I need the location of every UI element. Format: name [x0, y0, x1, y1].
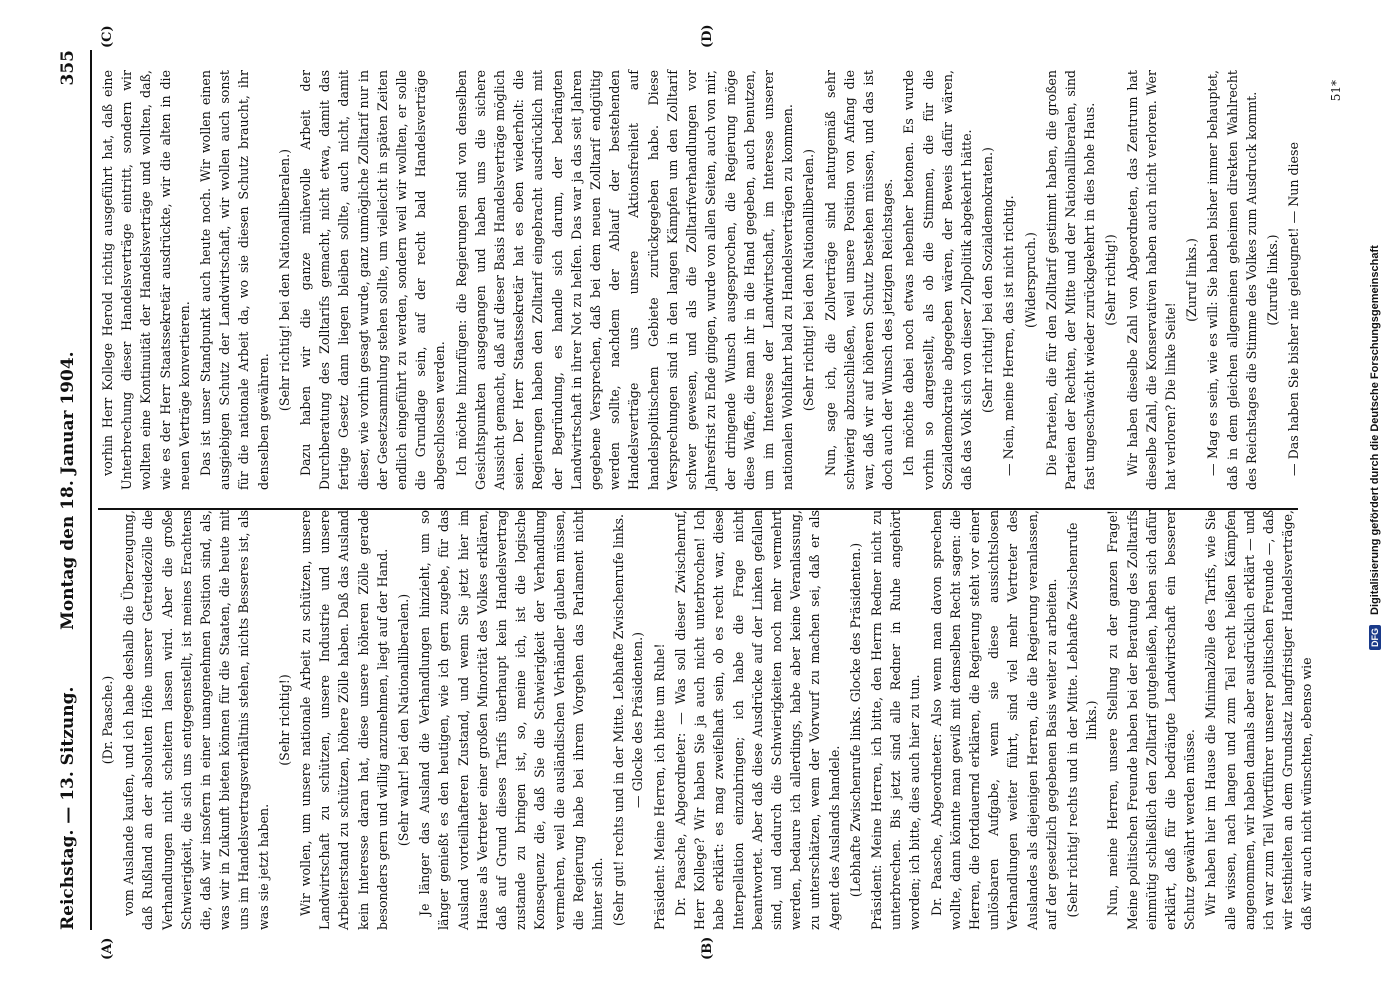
margin-marker-a: (A) [100, 937, 115, 960]
paragraph: (Sehr richtig! bei den Sozialdemokraten.) [980, 147, 996, 413]
paragraph: vorhin Herr Kollege Herold richtig ausgeführt hat, daß eine Unterbrechung dieser Handelsverträge eintritt, sondern wir wollten eine Kontinuität der Handelsverträge und wollten, daß, wie es der Herr Staatssekretär ausdrückte, wir die alten in die neuen Verträge konvertieren. [100, 70, 192, 490]
sidebar-credit [1355, 0, 1383, 1000]
paragraph: (Widerspruch.) [1022, 232, 1038, 328]
paragraph: (Sehr gut! rechts und in der Mitte. Lebhafte Zwischenrufe links. — Glocke des Präsidenten.) [611, 514, 646, 926]
paragraph: — Mag es sein, wie es will: Sie haben bisher immer behauptet, daß in dem gleichen allgemeinen geheimen direkten Wahlrecht des Reichstages die Stimme des Volkes zum Ausdruck kommt. [1205, 70, 1259, 490]
margin-marker-d: (D) [700, 24, 715, 48]
page-header [50, 50, 92, 930]
dfg-badge: DFG [1369, 625, 1381, 650]
paragraph: (Lebhafte Zwischenrufe links. Glocke des Präsidenten.) [847, 542, 863, 898]
paragraph: Wir haben hier im Hause die Minimalzölle des Tarifs, wie Sie alle wissen, nach langen und zum Teil recht heißen Kämpfen angenommen, wir haben damals aber ausdrücklich erklärt — und ich war zum Teil Wortführer unserer politischen Freunde —, daß wir festhielten an dem Grundsatz langfristiger Handelsverträge, daß wir auch nicht wünschten, ebenso wie [1203, 510, 1315, 930]
page-number: 355 [58, 50, 78, 86]
paragraph: Je länger das Ausland die Verhandlungen hinzieht, um so länger genießt es den heutigen, wie ich gern zugebe, für das Ausland vorteilhafteren Zustand, und wenn Sie jetzt hier im Hause als Vertreter einer großen Minorität des Volkes erklären, daß auf Grund dieses Tarifs überhaupt kein Handelsvertrag zustande zu bringen ist, so, meine ich, ist die logische Konsequenz die, daß Sie die Schwierigkeit der Verhandlung vermehren, weil die ausländischen Verhändler glauben müssen, die Regierung habe bei ihrem Vorgehen das Parlament nicht hinter sich. [417, 510, 606, 930]
digitization-credit: Digitalisierung gefördert durch die Deutsche Forschungsgemeinschaft [1369, 245, 1381, 615]
paragraph: (Sehr richtig! bei den Nationalliberalen.) [801, 148, 817, 412]
paragraph: (Sehr richtig! rechts und in der Mitte. Lebhafte Zwischenrufe links.) [1064, 522, 1100, 918]
paragraph: (Sehr wahr! bei den Nationalliberalen.) [396, 593, 412, 847]
paragraph: (Sehr richtig!) [1103, 234, 1119, 326]
column-divider [98, 509, 1298, 511]
paragraph: Das ist unser Standpunkt auch heute noch. Wir wollen einen ausgiebigen Schutz der Landwirtschaft, wir wollen auch sonst für die nationale Arbeit da, wo sie diesen Schutz braucht, ihr denselben gewähren. [198, 70, 271, 490]
paragraph: Dazu haben wir die ganze mühevolle Arbeit der Durchberatung des Zolltarifs gemacht, nicht etwa, damit das fertige Gesetz dann liegen bleiben sollte, auch nicht, damit dieser, wie vorhin gesagt wurde, ganz unmögliche Zolltarif nur in der Gesetzsammlung stehen sollte, um vielleicht in späten Zeiten endlich eingeführt zu werden, sondern weil wir wollten, er solle die Grundlage sein, auf der recht bald Handelsverträge abgeschlossen werden. [298, 70, 448, 490]
paragraph: — Das haben Sie bisher nie geleugnet! — Nun diese [1286, 142, 1302, 476]
signature-mark: 51* [1329, 80, 1343, 102]
paragraph: (Sehr richtig! bei den Nationalliberalen.) [276, 148, 292, 412]
paragraph: Dr. Paasche, Abgeordneter: Also wenn man davon sprechen wollte, dann könnte man gewiß mit demselben Recht sagen: die Herren, die fortdauernd erklären, die Regierung steht vor einer unlösbaren Aufgabe, wenn sie diese aussichtslosen Verhandlungen weiter führt, sind viel mehr Vertreter des Auslandes als diejenigen Herren, die die Regierung veranlassen, auf der gesetzlich gegebenen Basis weiter zu arbeiten. [928, 510, 1059, 930]
paragraph: Ich möchte hinzufügen: die Regierungen sind von denselben Gesichtspunkten ausgegangen und haben uns die sichere Aussicht gemacht, daß auf dieser Basis Handelsverträge möglich seien. Der Herr Staatssekretär hat es eben wiederholt: die Regierungen haben den Zolltarif eingebracht ausdrücklich mit der Begründung, es handle sich darum, der bedrängten Landwirtschaft in ihrer Not zu helfen. Das war ja das seit Jahren gegebene Versprechen, daß bei dem neuen Zolltarif endgültig werden sollte, nachdem der Ablauf der bestehenden Handelsverträge uns unsere Aktionsfreiheit auf handelspolitischem Gebiete zurückgegeben habe. Diese Versprechungen sind in den langen Kämpfen um den Zolltarif schwer gewesen, und als die Zolltarifverhandlungen vor Jahresfrist zu Ende gingen, wurde von allen Seiten, auch von mir, der dringende Wunsch ausgesprochen, die Regierung möge diese Waffe, die man ihr in die Hand gegeben, auch benutzen, um im Interesse der Landwirtschaft, im Interesse unserer nationalen Wohlfahrt bald zu Handelsverträgen zu kommen. [453, 70, 796, 490]
paragraph: (Zurufe links.) [1264, 234, 1280, 326]
margin-marker-b: (B) [700, 936, 715, 960]
paragraph: Wir wollen, um unsere nationale Arbeit zu schützen, unsere Landwirtschaft zu schützen, unsere Industrie und unsere Arbeiterstand zu schützen, höhere Zölle haben. Daß das Ausland kein Interesse daran hat, diese unsere höheren Zölle gerade besonders gern und willig anzunehmen, liegt auf der Hand. [298, 510, 390, 930]
margin-marker-c: (C) [100, 25, 115, 48]
paragraph: Nun, meine Herren, unsere Stellung zu der ganzen Frage! Meine politischen Freunde haben bei der Beratung des Zolltarifs einmütig schließlich den Zolltarif gutgeheißen, haben sich dafür erklärt, daß für die bedrängte Landwirtschaft ein besserer Schutz gewährt werden müsse. [1105, 510, 1198, 930]
paragraph: Dr. Paasche, Abgeordneter: — Was soll dieser Zwischenruf, Herr Kollege? Wir haben Sie ja auch nicht unterbrochen! Ich habe erklärt: es mag zweifelhaft sein, ob es recht war, diese Interpellation einzubringen; ich habe die Frage nicht beantwortet. Aber daß diese Ausdrücke auf der Linken gefallen sind, und dadurch die Schwierigkeiten noch mehr vermehrt werden, bedaure ich allerdings, habe aber keine Veranlassung, zu unterschätzen, wem der Vorwurf zu machen sei, daß er als Agent des Auslands handele. [672, 510, 842, 930]
header-date: Montag den 18. Januar 1904. [58, 351, 78, 630]
paragraph: vom Auslande kaufen, und ich habe deshalb die Überzeugung, daß Rußland an der absoluten Höhe unserer Getreidezölle die Verhandlungen nicht scheitern lassen wird. Aber die große Schwierigkeit, die sich uns entgegenstellt, ist meines Erachtens die, daß wir insofern in einer unangenehmen Position sind, als, was wir in Zukunft bieten können für die Staaten, die heute mit uns im Handelsvertragsverhältnis stehen, nichts Besseres ist, als was sie jetzt haben. [121, 510, 271, 930]
paragraph: (Zuruf links.) [1184, 238, 1200, 322]
paragraph: Ich möchte dabei noch etwas nebenher betonen. Es wurde vorhin so dargestellt, als ob die Stimmen, die für die Sozialdemokratie abgegeben wären, der Beweis dafür wären, daß das Volk sich von dieser Zollpolitik abgekehrt hätte. [901, 70, 974, 490]
paragraph: (Dr. Paasche.) [100, 675, 115, 765]
paragraph: Nun, sage ich, die Zollverträge sind naturgemäß sehr schwierig abzuschließen, weil unsere Position von Anfang die war, daß wir auf höheren Schutz bestehen müssen, und das ist doch auch der Wunsch des jetzigen Reichstages. [822, 70, 896, 490]
paragraph: Die Parteien, die für den Zolltarif gestimmt haben, die großen Parteien der Rechten, der Mitte und der Nationalliberalen, sind fast ungeschwächt wieder zurückgekehrt in dies hohe Haus. [1043, 70, 1098, 490]
paragraph: Wir haben dieselbe Zahl von Abgeordneten, das Zentrum hat dieselbe Zahl, die Konservativen haben auch nicht verloren. Wer hat verloren? Die linke Seite! [1124, 70, 1178, 490]
paragraph: — Nein, meine Herren, das ist nicht richtig. [1001, 195, 1017, 476]
paragraph: (Sehr richtig!) [276, 674, 292, 766]
left-text-column [98, 510, 1315, 930]
paragraph: Präsident: Meine Herren, ich bitte, den Herrn Redner nicht zu unterbrechen. Bis jetzt sind alle Redner in Ruhe angehört worden; ich bitte, dies auch hier zu tun. [868, 510, 923, 930]
right-text-column [98, 70, 1302, 490]
paragraph: Präsident: Meine Herren, ich bitte um Ruhe! [651, 643, 667, 930]
header-session: Reichstag. — 13. Sitzung. [58, 686, 78, 930]
